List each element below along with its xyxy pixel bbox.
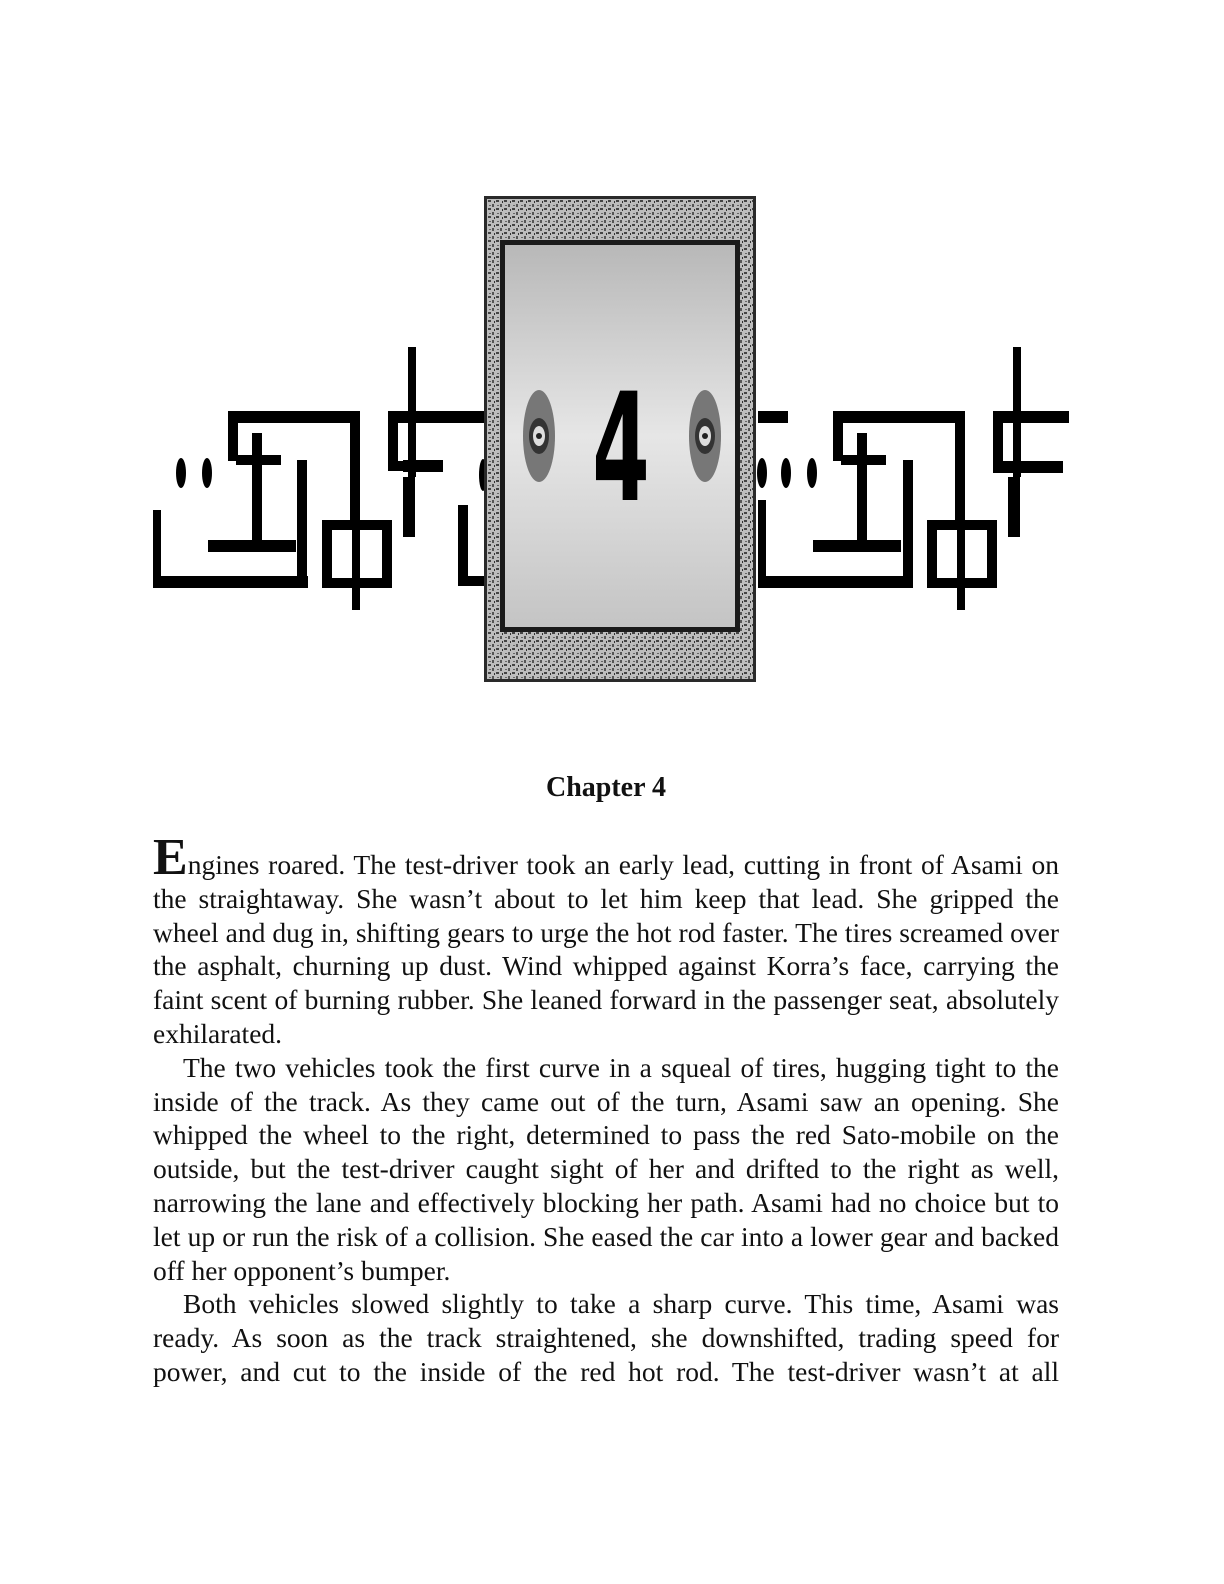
- chapter-heading: Chapter 4: [545, 772, 667, 803]
- chapter-body: [153, 829, 1059, 1389]
- chapter-ornament: [0, 0, 1224, 720]
- drop-cap: E: [153, 829, 188, 886]
- right-medallion-icon: [689, 390, 721, 482]
- paragraph-1: [153, 829, 1059, 1051]
- left-medallion-icon: [523, 390, 555, 482]
- right-fretwork: [757, 347, 1069, 610]
- left-fretwork: [153, 347, 488, 610]
- paragraph-text: ngines roared. The test-driver took an early lead, cutting in front of Asami on the straightaway. She wasn’t about to let him keep that lead. She gripped the wheel and dug in, shifting gears to urge the hot rod faster. The tires screamed over the asphalt, churning up dust. Wind whipped against Korra’s face, carrying the faint scent of burning rubber. She leaned forward in the passenger seat, absolutely exhilarated.: [153, 849, 1059, 1049]
- paragraph-2: The two vehicles took the first curve in a squeal of tires, hugging tight to the inside of the track. As they came out of the turn, Asami saw an opening. She whipped the wheel to the right, determined to pass the red Sato-mobile on the outside, but the test-driver caught sight of her and drifted to the right as well, narrowing the lane and effectively blocking her path. Asami had no choice but to let up or run the risk of a collision. She eased the car into a lower gear and backed off her opponent’s bumper.: [153, 1051, 1059, 1286]
- paragraph-3: Both vehicles slowed slightly to take a sharp curve. This time, Asami was ready. As soon as the track straightened, she downshifted, trading speed for power, and cut to the inside of the red hot rod. The test-driver wasn’t at all: [153, 1288, 1059, 1387]
- chapter-numeral: 4: [592, 361, 650, 536]
- numeral-panel: [484, 196, 756, 682]
